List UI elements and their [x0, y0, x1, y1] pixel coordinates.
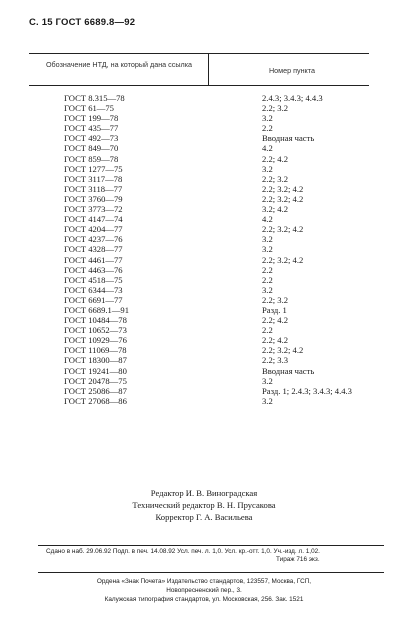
- table-row: [0, 164, 408, 174]
- table-row: [0, 315, 408, 325]
- table-row: [0, 143, 408, 153]
- publisher-address: Новопресненский пер., 3.: [166, 586, 242, 594]
- clause-number: 2.2; 4.2: [262, 153, 289, 164]
- imprint-top-rule: [38, 545, 384, 546]
- document-designation: ГОСТ 4463—76: [64, 264, 123, 275]
- table-row: [0, 265, 408, 275]
- page-header: С. 15 ГОСТ 6689.8—92: [29, 17, 136, 28]
- document-designation: ГОСТ 4237—76: [64, 234, 123, 245]
- publisher-info: [0, 578, 408, 604]
- table-top-rule: [29, 53, 369, 54]
- document-designation: ГОСТ 6344—73: [64, 284, 123, 295]
- table-row: [0, 174, 408, 184]
- document-designation: ГОСТ 1277—75: [64, 163, 123, 174]
- imprint-print-run: Тираж 716 экз.: [276, 556, 320, 564]
- document-designation: ГОСТ 8.315—78: [64, 93, 125, 103]
- clause-number: 3.2: [262, 163, 273, 174]
- document-designation: ГОСТ 4204—77: [64, 224, 123, 235]
- document-designation: ГОСТ 435—77: [64, 123, 119, 134]
- table-row: [0, 295, 408, 305]
- table-row: [0, 224, 408, 234]
- document-designation: ГОСТ 27068—86: [64, 395, 127, 406]
- table-row: [0, 103, 408, 113]
- clause-number: 2.2: [262, 264, 273, 275]
- clause-number: Разд. 1; 2.4.3; 3.4.3; 4.4.3: [262, 385, 352, 396]
- clause-number: 3.2: [262, 395, 273, 406]
- clause-number: Разд. 1: [262, 304, 287, 315]
- table-row: [0, 386, 408, 396]
- clause-number: 4.2: [262, 143, 273, 154]
- table-row: [0, 133, 408, 143]
- clause-number: 2.2; 4.2: [262, 315, 289, 326]
- document-designation: ГОСТ 4461—77: [64, 254, 123, 265]
- table-header-rule: [29, 85, 369, 86]
- clause-number: 2.2: [262, 325, 273, 336]
- table-row: [0, 285, 408, 295]
- clause-number: 3.2: [262, 234, 273, 245]
- column-header-document: Обозначение НТД, на который дана ссылка: [45, 60, 193, 69]
- document-designation: ГОСТ 3117—78: [64, 173, 123, 184]
- clause-number: 2.2; 3.2; 4.2: [262, 183, 304, 194]
- table-row: [0, 123, 408, 133]
- document-designation: ГОСТ 19241—80: [64, 365, 127, 376]
- clause-number: 3.2; 4.2: [262, 204, 289, 215]
- editor-line: Редактор И. В. Виноградская: [150, 488, 258, 498]
- document-designation: ГОСТ 3760—79: [64, 193, 123, 204]
- table-row: [0, 305, 408, 315]
- table-row: [0, 184, 408, 194]
- reference-table-body: [0, 93, 408, 406]
- clause-number: 2.2; 3.2; 4.2: [262, 254, 304, 265]
- document-designation: ГОСТ 4328—77: [64, 244, 123, 255]
- document-designation: ГОСТ 6691—77: [64, 294, 123, 305]
- table-row: [0, 335, 408, 345]
- technical-editor-line: Технический редактор В. Н. Прусакова: [132, 500, 276, 510]
- table-row: [0, 204, 408, 214]
- document-designation: ГОСТ 25086—87: [64, 385, 127, 396]
- document-designation: ГОСТ 10484—78: [64, 315, 127, 326]
- table-row: [0, 345, 408, 355]
- table-row: [0, 355, 408, 365]
- column-divider: [208, 53, 209, 85]
- clause-number: 2.2; 3.3: [262, 355, 289, 366]
- table-row: [0, 214, 408, 224]
- table-row: [0, 93, 408, 103]
- clause-number: 3.2: [262, 375, 273, 386]
- document-designation: ГОСТ 11069—78: [64, 345, 127, 356]
- clause-number: 2.2; 3.2: [262, 173, 289, 184]
- document-designation: ГОСТ 3773—72: [64, 204, 123, 215]
- table-row: [0, 113, 408, 123]
- table-row: [0, 275, 408, 285]
- clause-number: Вводная часть: [262, 365, 315, 376]
- print-imprint: [46, 548, 388, 565]
- document-designation: ГОСТ 20478—75: [64, 375, 127, 386]
- document-designation: ГОСТ 18300—87: [64, 355, 127, 366]
- imprint-bottom-rule: [38, 572, 384, 573]
- document-designation: ГОСТ 61—75: [64, 103, 114, 114]
- clause-number: 4.2: [262, 214, 273, 225]
- editorial-credits: [0, 487, 408, 523]
- table-row: [0, 396, 408, 406]
- table-row: [0, 325, 408, 335]
- clause-number: 2.2; 3.2; 4.2: [262, 224, 304, 235]
- printer-line: Калужская типография стандартов, ул. Московская, 256. Зак. 1521: [104, 595, 304, 603]
- clause-number: 2.2; 3.2; 4.2: [262, 193, 304, 204]
- document-designation: ГОСТ 199—78: [64, 113, 119, 124]
- table-row: [0, 244, 408, 254]
- clause-number: 2.2; 3.2: [262, 103, 289, 114]
- document-designation: ГОСТ 10929—76: [64, 335, 127, 346]
- document-designation: ГОСТ 492—73: [64, 133, 119, 144]
- document-designation: ГОСТ 849—70: [64, 143, 119, 154]
- publisher-line: Ордена «Знак Почета» Издательство стандартов, 123557, Москва, ГСП,: [96, 578, 312, 585]
- table-row: [0, 154, 408, 164]
- column-header-clause: Номер пункта: [268, 66, 315, 75]
- table-row: [0, 255, 408, 265]
- clause-number: 2.2; 3.2: [262, 294, 289, 305]
- table-row: [0, 376, 408, 386]
- document-designation: ГОСТ 6689.1—91: [64, 304, 130, 315]
- clause-number: 3.2: [262, 244, 273, 255]
- document-designation: ГОСТ 859—78: [64, 153, 119, 164]
- clause-number: 2.2; 4.2: [262, 335, 289, 346]
- table-row: [0, 194, 408, 204]
- clause-number: 2.4.3; 3.4.3; 4.4.3: [262, 93, 323, 103]
- clause-number: 2.2: [262, 123, 273, 134]
- table-row: [0, 366, 408, 376]
- document-designation: ГОСТ 4147—74: [64, 214, 123, 225]
- document-designation: ГОСТ 3118—77: [64, 183, 123, 194]
- clause-number: Вводная часть: [262, 133, 315, 144]
- table-row: [0, 234, 408, 244]
- document-designation: ГОСТ 10652—73: [64, 325, 127, 336]
- clause-number: 2.2; 3.2; 4.2: [262, 345, 304, 356]
- clause-number: 3.2: [262, 113, 273, 124]
- document-designation: ГОСТ 4518—75: [64, 274, 123, 285]
- clause-number: 2.2: [262, 274, 273, 285]
- imprint-dates: Сдано в наб. 29.06.92 Подп. в печ. 14.08.92 Усл. печ. л. 1,0. Усл. кр.-отт. 1,0. Уч.-изд. л. 1,02.: [46, 548, 320, 555]
- clause-number: 3.2: [262, 284, 273, 295]
- proofreader-line: Корректор Г. А. Васильева: [155, 512, 253, 522]
